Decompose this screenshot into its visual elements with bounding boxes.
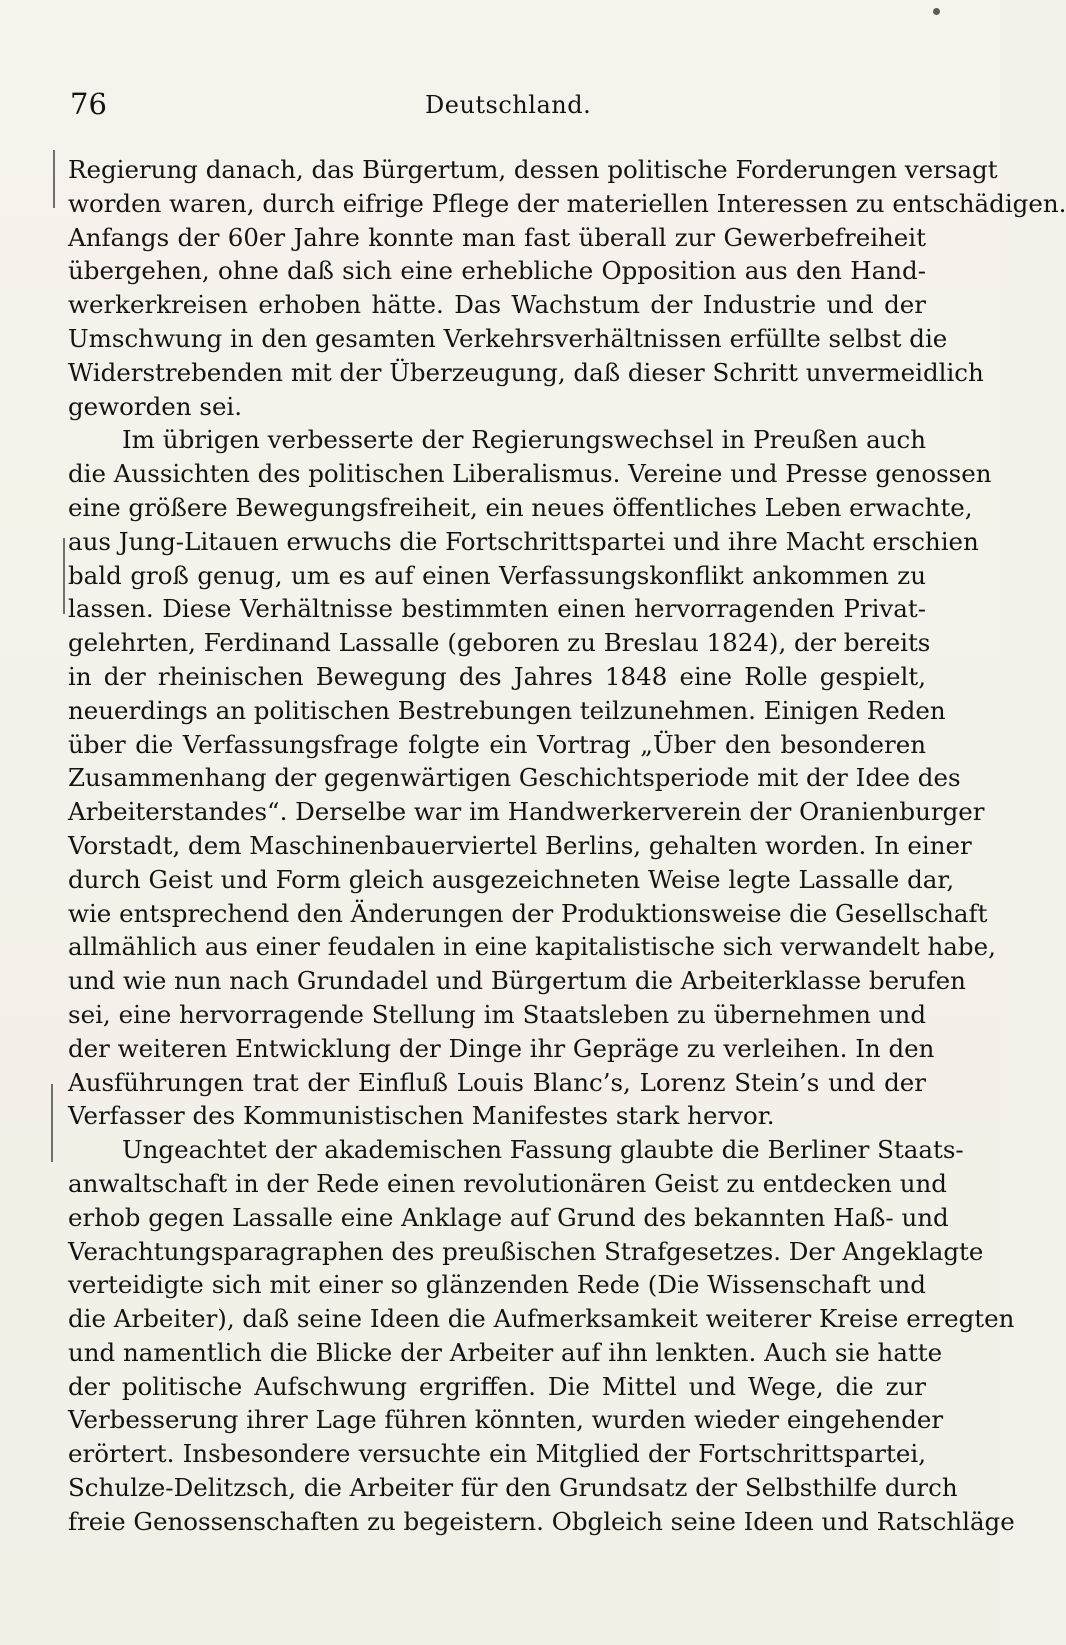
text-line: die Arbeiter), daß seine Ideen die Aufmerksamkeit weiterer Kreise erregten: [68, 1304, 1015, 1334]
text-line: in der rheinischen Bewegung des Jahres 1848 eine Rolle gespielt,: [68, 661, 926, 691]
margin-mark: [53, 150, 55, 208]
text-line: Vorstadt, dem Maschinenbauerviertel Berlins, gehalten worden. In einer: [68, 830, 972, 860]
text-line: und namentlich die Blicke der Arbeiter auf ihn lenkten. Auch sie hatte: [68, 1337, 943, 1367]
text-line: worden waren, durch eifrige Pflege der materiellen Interessen zu entschädigen.: [68, 188, 1066, 218]
text-line: Verfasser des Kommunistischen Manifestes stark hervor.: [68, 1101, 775, 1131]
text-line: neuerdings an politischen Bestrebungen teilzunehmen. Einigen Reden: [68, 695, 946, 725]
text-line: Verbesserung ihrer Lage führen könnten, wurden wieder eingehender: [68, 1405, 944, 1435]
text-line: lassen. Diese Verhältnisse bestimmten einen hervorragenden Privat-: [68, 594, 926, 624]
ink-speck: [933, 8, 940, 15]
text-line: Zusammenhang der gegenwärtigen Geschichtsperiode mit der Idee des: [68, 763, 961, 793]
text-line: verteidigte sich mit einer so glänzenden Rede (Die Wissenschaft und: [68, 1270, 926, 1300]
text-line: werkerkreisen erhoben hätte. Das Wachstum der Industrie und der: [68, 290, 926, 320]
text-line: aus Jung-Litauen erwuchs die Fortschrittspartei und ihre Macht erschien: [68, 526, 979, 556]
text-line: die Aussichten des politischen Liberalismus. Vereine und Presse genossen: [68, 459, 992, 489]
text-line: über die Verfassungsfrage folgte ein Vortrag „Über den besonderen: [68, 729, 926, 759]
text-line: Widerstrebenden mit der Überzeugung, daß dieser Schritt unvermeidlich: [68, 357, 984, 387]
page-header: [70, 86, 592, 126]
text-line: Anfangs der 60er Jahre konnte man fast überall zur Gewerbefreiheit: [68, 222, 926, 252]
text-line: übergehen, ohne daß sich eine erhebliche Opposition aus den Hand-: [68, 256, 926, 286]
text-line: Schulze-Delitzsch, die Arbeiter für den Grundsatz der Selbsthilfe durch: [68, 1473, 958, 1503]
text-line: eine größere Bewegungsfreiheit, ein neues öffentliches Leben erwachte,: [68, 492, 973, 522]
text-line: der weiteren Entwicklung der Dinge ihr Gepräge zu verleihen. In den: [68, 1033, 935, 1063]
text-line: Ausführungen trat der Einfluß Louis Blanc’s, Lorenz Stein’s und der: [68, 1067, 926, 1097]
text-line: und wie nun nach Grundadel und Bürgertum die Arbeiterklasse berufen: [68, 966, 966, 996]
body-text: [68, 153, 1066, 1539]
running-head: Deutschland.: [425, 91, 592, 119]
text-line: anwaltschaft in der Rede einen revolutionären Geist zu entdecken und: [68, 1168, 947, 1198]
text-line: geworden sei.: [68, 391, 243, 421]
text-line: gelehrten, Ferdinand Lassalle (geboren zu Breslau 1824), der bereits: [68, 628, 931, 658]
text-line: Ungeachtet der akademischen Fassung glaubte die Berliner Staats-: [122, 1135, 964, 1165]
text-line: Regierung danach, das Bürgertum, dessen politische Forderungen versagt: [68, 155, 998, 184]
text-line: freie Genossenschaften zu begeistern. Obgleich seine Ideen und Ratschläge: [68, 1506, 1015, 1536]
page-number: 76: [70, 87, 107, 121]
text-line: der politische Aufschwung ergriffen. Die Mittel und Wege, die zur: [68, 1371, 926, 1401]
text-line: sei, eine hervorragende Stellung im Staatsleben zu übernehmen und: [68, 999, 926, 1029]
text-line: erörtert. Insbesondere versuchte ein Mitglied der Fortschrittspartei,: [68, 1439, 926, 1469]
text-line: durch Geist und Form gleich ausgezeichneten Weise legte Lassalle dar,: [68, 864, 955, 894]
text-line: allmählich aus einer feudalen in eine kapitalistische sich verwandelt habe,: [68, 932, 996, 962]
text-line: wie entsprechend den Änderungen der Produktionsweise die Gesellschaft: [68, 898, 988, 928]
text-line: Umschwung in den gesamten Verkehrsverhältnissen erfüllte selbst die: [68, 323, 948, 353]
margin-mark: [63, 538, 65, 614]
text-line: erhob gegen Lassalle eine Anklage auf Grund des bekannten Haß- und: [68, 1202, 949, 1232]
text-line: bald groß genug, um es auf einen Verfassungskonflikt ankommen zu: [68, 560, 926, 590]
text-line: Arbeiterstandes“. Derselbe war im Handwerkerverein der Oranienburger: [68, 797, 985, 827]
text-line: Im übrigen verbesserte der Regierungswechsel in Preußen auch: [122, 425, 926, 455]
text-line: Verachtungsparagraphen des preußischen Strafgesetzes. Der Angeklagte: [68, 1236, 984, 1266]
margin-mark: [51, 1084, 53, 1162]
